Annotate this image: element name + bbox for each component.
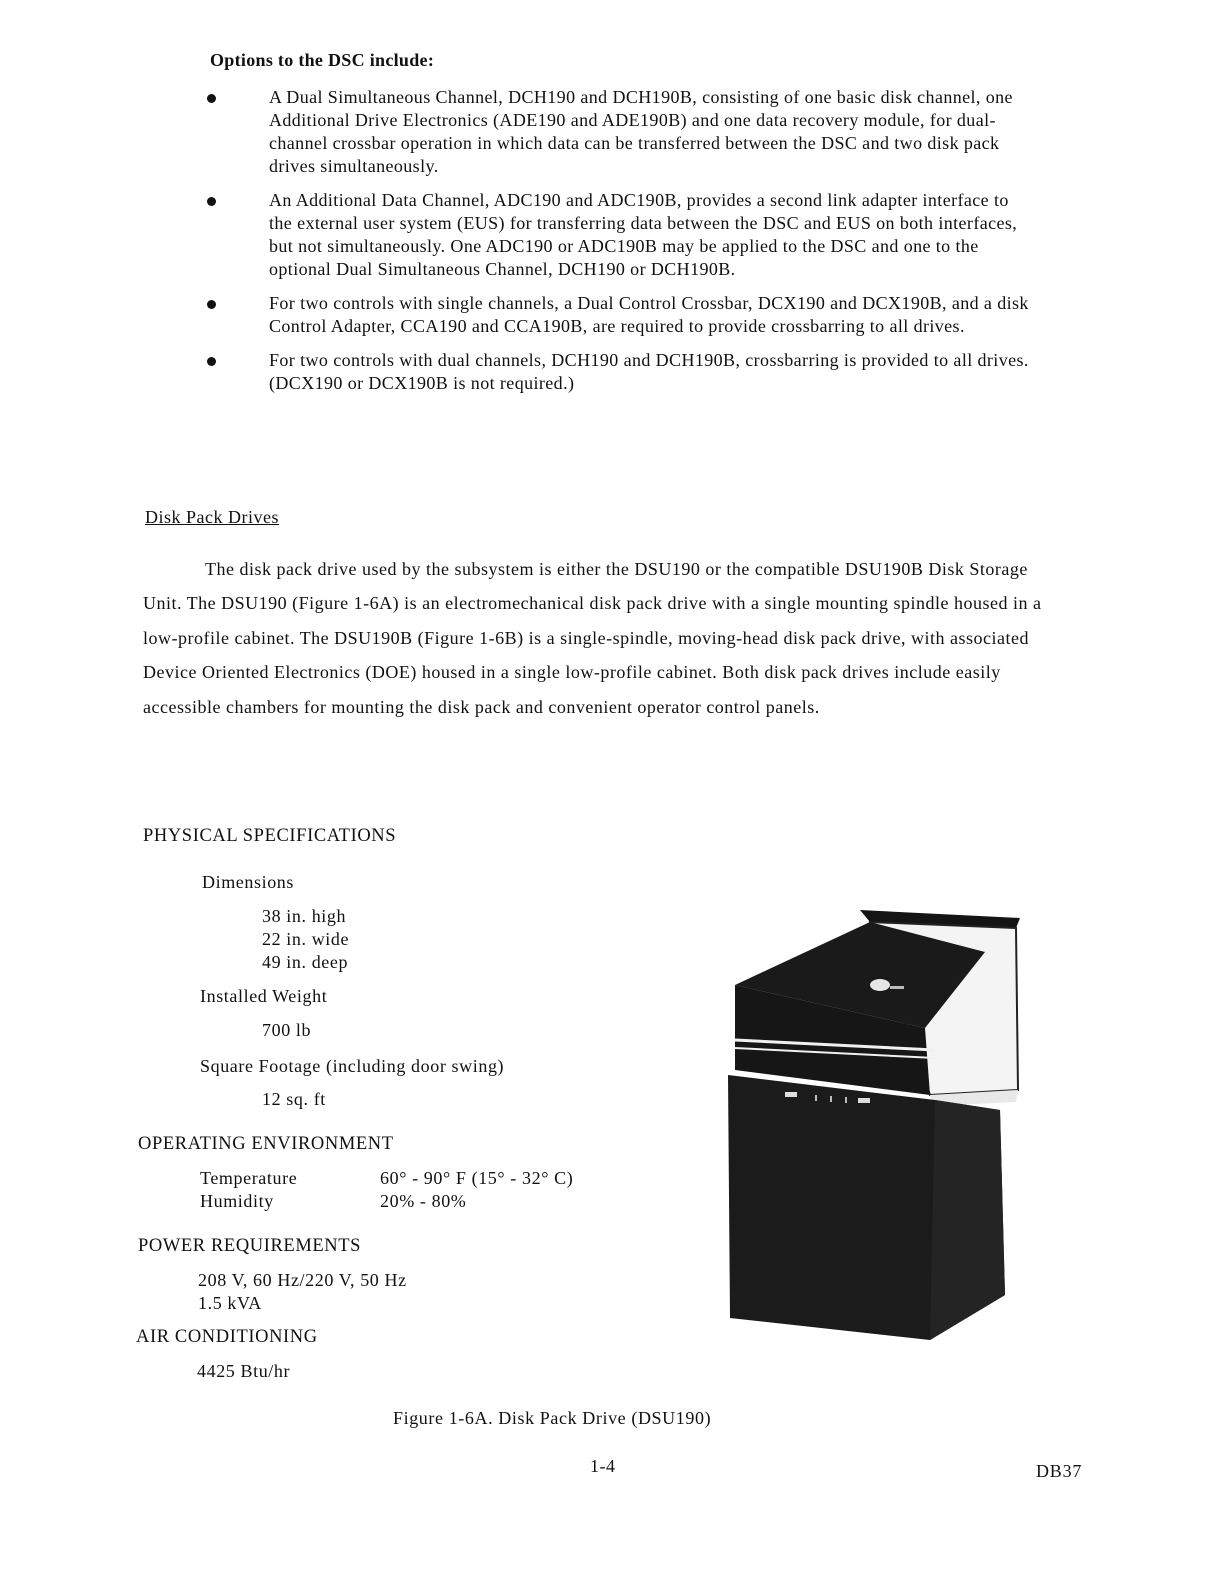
temperature-value: 60° - 90° F (15° - 32° C) (380, 1168, 574, 1188)
humidity-value: 20% - 80% (380, 1191, 467, 1211)
dimension-wide: 22 in. wide (262, 929, 350, 949)
bullet-dot-icon (207, 94, 216, 103)
figure-caption: Figure 1-6A. Disk Pack Drive (DSU190) (393, 1408, 712, 1428)
air-conditioning-title: AIR CONDITIONING (136, 1327, 318, 1347)
power-voltage: 208 V, 60 Hz/220 V, 50 Hz (198, 1270, 407, 1290)
power-requirements-title: POWER REQUIREMENTS (138, 1236, 362, 1256)
bullet-text: For two controls with dual channels, DCH190 and DCH190B, crossbarring is provided to all drives. (DCX190 or DCX190B is not required.) (269, 350, 1029, 393)
air-conditioning-value: 4425 Btu/hr (197, 1361, 291, 1381)
disk-pack-drives-heading: Disk Pack Drives (145, 507, 279, 527)
bullet-text: A Dual Simultaneous Channel, DCH190 and DCH190B, consisting of one basic disk channel, one Additional Drive Electronics (ADE190 and ADE190B) and one data recovery module, for dual-channel crossbar operation in which data can be transferred between the DSC and two disk pack drives simultaneously. (269, 87, 1013, 176)
operating-environment-title: OPERATING ENVIRONMENT (138, 1134, 394, 1154)
bullet-item-additional-data-channel (205, 189, 1035, 281)
bullet-dot-icon (207, 357, 216, 366)
bullet-item-dual-channels (205, 349, 1035, 395)
installed-weight-value: 700 lb (262, 1020, 312, 1040)
physical-specifications-title: PHYSICAL SPECIFICATIONS (143, 826, 397, 846)
disk-pack-drive-photo (720, 900, 1025, 1340)
dimension-deep: 49 in. deep (262, 952, 349, 972)
bullet-text: For two controls with single channels, a Dual Control Crossbar, DCX190 and DCX190B, and a disk Control Adapter, CCA190 and CCA190B, are required to provide crossbarring to all drives. (269, 293, 1029, 336)
options-intro: Options to the DSC include: (210, 50, 435, 70)
square-footage-label: Square Footage (including door swing) (200, 1056, 505, 1076)
dimensions-label: Dimensions (202, 872, 295, 892)
options-bullet-list (205, 86, 1035, 406)
humidity-label: Humidity (200, 1191, 274, 1211)
square-footage-value: 12 sq. ft (262, 1089, 326, 1109)
temperature-label: Temperature (200, 1168, 298, 1188)
page-number: 1-4 (590, 1456, 616, 1476)
bullet-dot-icon (207, 300, 216, 309)
dimension-high: 38 in. high (262, 906, 347, 926)
installed-weight-label: Installed Weight (200, 986, 328, 1006)
power-kva: 1.5 kVA (198, 1293, 262, 1313)
disk-pack-paragraph: The disk pack drive used by the subsystem is either the DSU190 or the compatible DSU190B Disk Storage Unit. The DSU190 (Figure 1-6A) is an electromechanical disk pack drive with a single mounting spindle housed in a low-profile cabinet. The DSU190B (Figure 1-6B) is a single-spindle, moving-head disk pack drive, with associated Device Oriented Electronics (DOE) housed in a single low-profile cabinet. Both disk pack drives include easily accessible chambers for mounting the disk pack and convenient operator control panels. (143, 559, 1042, 717)
bullet-item-dual-simultaneous-channel (205, 86, 1035, 178)
bullet-item-dual-control-crossbar (205, 292, 1035, 338)
document-id: DB37 (1036, 1461, 1083, 1481)
bullet-text: An Additional Data Channel, ADC190 and ADC190B, provides a second link adapter interface to the external user system (EUS) for transferring data between the DSC and EUS on both interfaces, but not simultaneously. One ADC190 or ADC190B may be applied to the DSC and one to the optional Dual Simultaneous Channel, DCH190 or DCH190B. (269, 190, 1018, 279)
bullet-dot-icon (207, 197, 216, 206)
